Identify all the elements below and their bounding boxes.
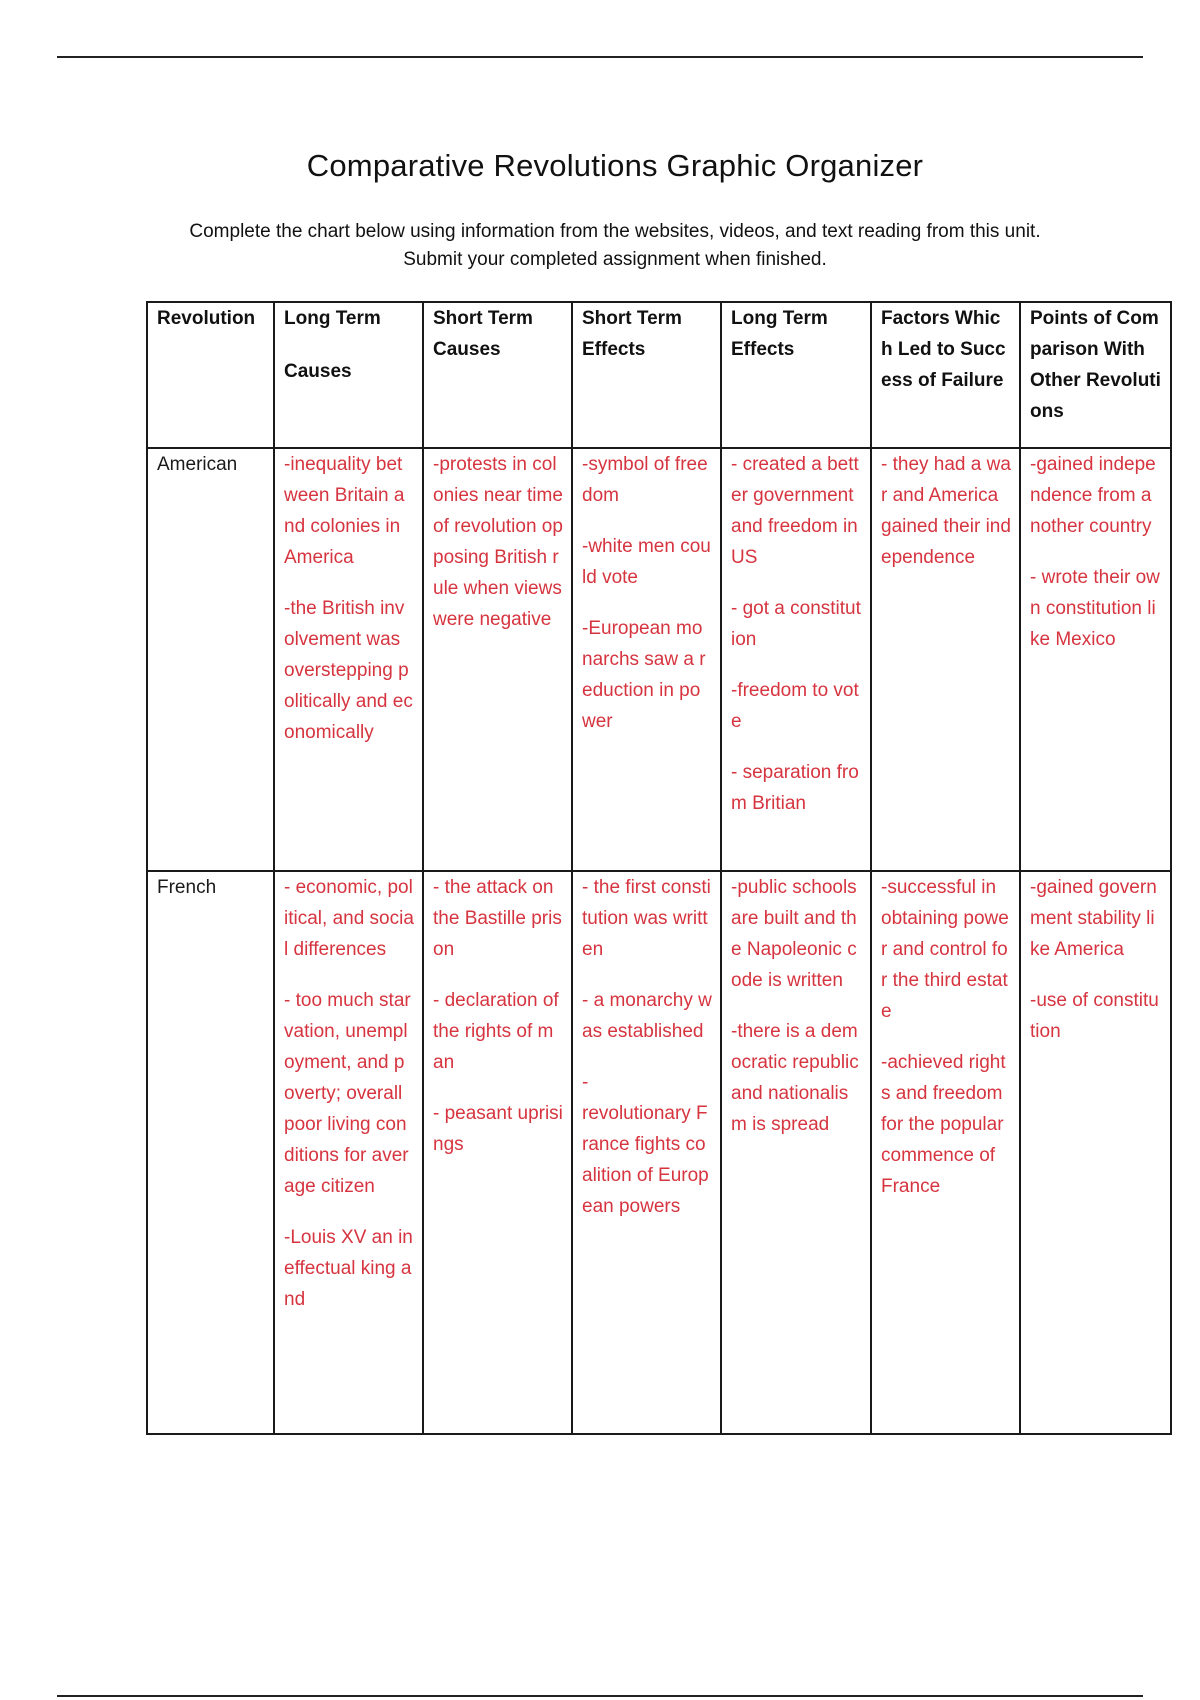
answer-entry: -gained independence from another country [1030,454,1156,537]
comparison-table [146,301,1172,1435]
page-title: Comparative Revolutions Graphic Organizer [306,148,924,183]
comparison-cell [1020,871,1171,1434]
answer-entry: -freedom to vote [731,680,859,732]
instructions-line-1: Complete the chart below using information from the websites, videos, and text reading from this unit. [189,221,1041,242]
revolution-name: French [147,871,274,1434]
answer-entry: -the British involvement was overstepping politically and economically [284,598,413,743]
answer-entry: -symbol of freedom [582,454,708,506]
answer-entry: - got a constitution [731,598,861,650]
header-causes-label: Causes [433,339,501,360]
header-row [147,302,1171,448]
answer-entry: - separation from Britian [731,762,859,814]
answer-entry: -achieved rights and freedom for the popular commence of France [881,1052,1006,1197]
top-rule [57,56,1143,58]
answer-entry: - peasant uprisings [433,1103,563,1155]
long-term-causes-cell [274,871,423,1434]
answer-entry: -public schools are built and the Napoleonic code is written [731,877,857,991]
comparison-cell [1020,448,1171,871]
table-row-american [147,448,1171,871]
answer-entry: - the attack on the Bastille prison [433,877,562,960]
table-row-french [147,871,1171,1434]
factors-cell [871,871,1020,1434]
header-long-term-label: Long Term [284,308,381,329]
long-term-effects-cell [721,871,871,1434]
answer-entry: - created a better government and freedom in US [731,454,859,568]
header-factors-label: Factors Which Led to Success of Failure [881,308,1006,391]
answer-entry: - revolutionary France fights coalition of European powers [582,1072,709,1217]
header-long-term-causes [274,302,423,448]
answer-entry: -there is a democratic republic and nationalism is spread [731,1021,859,1135]
answer-entry: - declaration of the rights of man [433,990,559,1073]
answer-entry: -white men could vote [582,536,711,588]
long-term-effects-cell [721,448,871,871]
bottom-rule [57,1695,1143,1697]
header-short-term-causes [423,302,572,448]
header-long-term-effects [721,302,871,448]
instructions [0,218,1200,274]
answer-entry: - too much starvation, unemployment, and poverty; overall poor living conditions for average citizen [284,990,411,1197]
header-short-term-label: Short Term [582,308,682,329]
header-short-term-label: Short Term [433,308,533,329]
header-revolution-label: Revolution [157,308,256,329]
answer-entry: - the first constitution was written [582,877,711,960]
header-factors [871,302,1020,448]
header-short-term-effects [572,302,721,448]
long-term-causes-cell [274,448,423,871]
answer-entry: -successful in obtaining power and control for the third estate [881,877,1009,1022]
factors-cell [871,448,1020,871]
header-points-of-comparison [1020,302,1171,448]
answer-entry: - a monarchy was established [582,990,712,1042]
answer-entry: -gained government stability like America [1030,877,1157,960]
revolution-name: American [147,448,274,871]
answer-entry: - they had a war and America gained their independence [881,454,1011,568]
instructions-line-2: Submit your completed assignment when finished. [403,249,827,270]
header-comparison-label: Points of Comparison With Other Revolutions [1030,308,1161,422]
answer-entry: -European monarchs saw a reduction in power [582,618,706,732]
answer-entry: -Louis XV an ineffectual king and [284,1227,413,1310]
answer-entry: -use of constitution [1030,990,1159,1042]
short-term-effects-cell [572,871,721,1434]
header-effects-label: Effects [731,339,795,360]
answer-entry: -inequality between Britain and colonies in America [284,454,405,568]
answer-entry: - wrote their own constitution like Mexico [1030,567,1160,650]
header-long-term-label: Long Term [731,308,828,329]
header-effects-label: Effects [582,339,646,360]
short-term-causes-cell [423,871,572,1434]
answer-entry: -protests in colonies near time of revolution opposing British rule when views were negative [433,454,563,630]
header-causes-label: Causes [284,361,352,382]
header-revolution [147,302,274,448]
answer-entry: - economic, political, and social differences [284,877,414,960]
short-term-causes-cell [423,448,572,871]
short-term-effects-cell [572,448,721,871]
